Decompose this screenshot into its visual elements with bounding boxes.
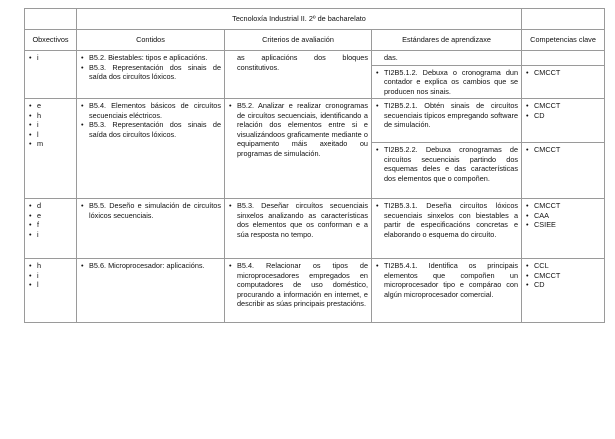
column-header-criterios: Criterios de avaliación	[225, 30, 372, 51]
standard-item: • TI2B5.3.1. Deseña circuítos lóxicos secuenciais sinxelos con biestables a partir de especificacións concretas e elaborando o esquema do circuíto.	[375, 201, 518, 239]
competency-item: • CMCCT	[525, 145, 601, 155]
criterios-cell	[225, 51, 372, 99]
criterion-text: as aplicacións dos bloques constitutivos.	[237, 53, 368, 72]
competency-item: • CMCCT	[525, 101, 601, 111]
competencias-cell	[522, 65, 605, 99]
content-item: • B5.4. Elementos básicos de circuítos secuenciais eléctricos.	[80, 101, 221, 120]
criterios-cell	[225, 99, 372, 199]
competency-item: • CD	[525, 111, 601, 121]
competencias-cell	[522, 143, 605, 199]
standard-item: • TI2B5.2.1. Obtén sinais de circuítos secuenciais típicos empregando software de simulación.	[375, 101, 518, 130]
column-header-competencias: Competencias clave	[522, 30, 605, 51]
contidos-cell	[77, 199, 225, 259]
estandar-cell	[372, 51, 522, 66]
objective-item: • d	[28, 201, 73, 211]
standard-text: das.	[384, 53, 398, 62]
objective-item: • i	[28, 53, 73, 63]
competencias-cell	[522, 51, 605, 66]
criterios-cell	[225, 259, 372, 323]
objective-item: • i	[28, 271, 73, 281]
content-item: • B5.3. Representación dos sinais de saída dos circuítos lóxicos.	[80, 63, 221, 82]
objective-item: • m	[28, 139, 73, 149]
column-header-estandares: Estándares de aprendizaxe	[372, 30, 522, 51]
competencias-cell	[522, 259, 605, 323]
obxectivos-cell	[25, 51, 77, 99]
objective-item: • i	[28, 230, 73, 240]
obxectivos-cell	[25, 199, 77, 259]
objective-item: • h	[28, 261, 73, 271]
criterion-item: • B5.3. Deseñar circuítos secuenciais sinxelos analizando as características dos elementos que os conforman e a súa resposta no tempo.	[228, 201, 368, 239]
criterios-cell	[225, 199, 372, 259]
competency-item: • CMCCT	[525, 271, 601, 281]
contidos-cell	[77, 259, 225, 323]
contidos-cell	[77, 99, 225, 199]
obxectivos-cell	[25, 259, 77, 323]
standard-item: • TI2B5.4.1. Identifica os principais elementos que compoñen un microprocesador tipo e compárao con algún microprocesador comercial.	[375, 261, 518, 299]
estandar-cell	[372, 143, 522, 199]
competency-item: • CD	[525, 280, 601, 290]
estandar-cell	[372, 99, 522, 143]
column-header-obxectivos: Obxectivos	[25, 30, 77, 51]
contidos-cell	[77, 51, 225, 99]
table-title: Tecnoloxía Industrial II. 2º de bacharelato	[77, 9, 522, 30]
objective-item: • e	[28, 101, 73, 111]
objective-item: • l	[28, 130, 73, 140]
objective-item: • i	[28, 120, 73, 130]
criterion-item: • B5.2. Analizar e realizar cronogramas de circuítos secuenciais, identificando a relación dos elementos entre si e visualizándoos graficamente mediante o equipamento máis axeitado ou programas de simulación.	[228, 101, 368, 158]
objective-item: • l	[28, 280, 73, 290]
competency-item: • CCL	[525, 261, 601, 271]
curriculum-table	[24, 8, 605, 323]
standard-item: • TI2B5.2.2. Debuxa cronogramas de circuítos secuenciais partindo dos esquemas deles e das características dos elementos que o compoñen.	[375, 145, 518, 183]
competency-item: • CMCCT	[525, 68, 601, 78]
estandar-cell	[372, 259, 522, 323]
competency-item: • CSIEE	[525, 220, 601, 230]
content-item: • B5.6. Microprocesador: aplicacións.	[80, 261, 221, 271]
objective-item: • e	[28, 211, 73, 221]
content-item: • B5.3. Representación dos sinais de saída dos circuítos lóxicos.	[80, 120, 221, 139]
estandar-cell	[372, 65, 522, 99]
content-item: • B5.5. Deseño e simulación de circuítos lóxicos secuenciais.	[80, 201, 221, 220]
competencias-cell	[522, 99, 605, 143]
empty-header-cell	[25, 9, 77, 30]
standard-item: • TI2B5.1.2. Debuxa o cronograma dun contador e explica os cambios que se producen nos sinais.	[375, 68, 518, 97]
objective-item: • f	[28, 220, 73, 230]
estandar-cell	[372, 199, 522, 259]
obxectivos-cell	[25, 99, 77, 199]
criterion-item: • B5.4. Relacionar os tipos de microprocesadores empregados en computadores de uso doméstico, procurando a información en internet, e describir as súas principais prestacións.	[228, 261, 368, 309]
column-header-contidos: Contidos	[77, 30, 225, 51]
competency-item: • CAA	[525, 211, 601, 221]
competencias-cell	[522, 199, 605, 259]
objective-item: • h	[28, 111, 73, 121]
content-item: • B5.2. Biestables: tipos e aplicacións.	[80, 53, 221, 63]
empty-header-cell	[522, 9, 605, 30]
competency-item: • CMCCT	[525, 201, 601, 211]
